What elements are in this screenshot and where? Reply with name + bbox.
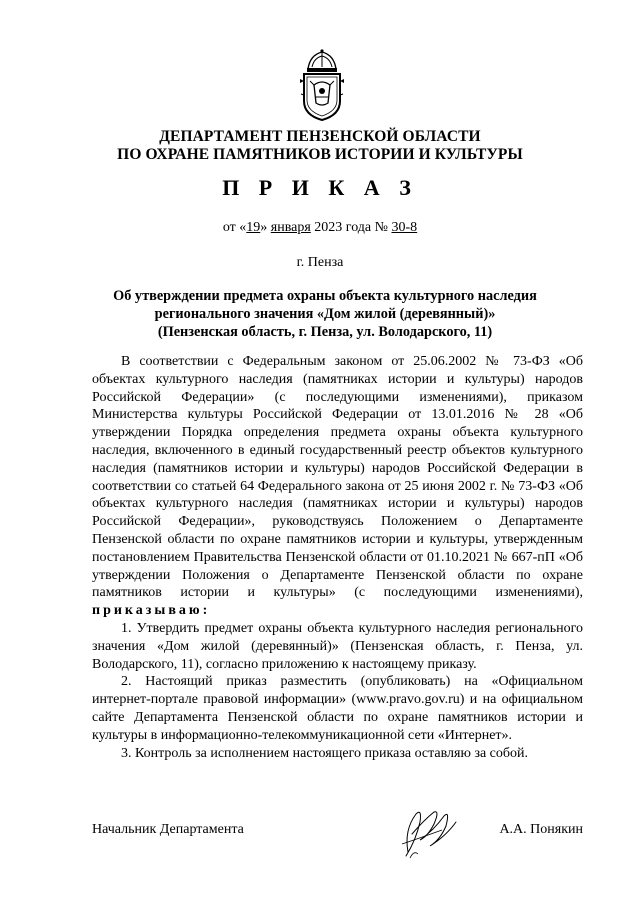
item-1-paragraph: 1. Утвердить предмет охраны объекта культурного наследия регионального значения «Дом жилой (деревянный)» (Пензенская область, г. Пенза, ул. Володарского, 11), согласно приложению к настоящему приказу. — [92, 620, 583, 672]
document-type-heading: П Р И К А З — [222, 175, 418, 200]
order-title-line-3: (Пензенская область, г. Пенза, ул. Володарского, 11) — [157, 324, 493, 340]
item-2-paragraph: 2. Настоящий приказ разместить (опубликовать) на «Официальном интернет-портале правовой информации» (www.pravo.gov.ru) и на официальном сайте Департамента Пензенской области по охране памятников истории и культуры в информационно-телекоммуникационной сети «Интернет». — [92, 674, 583, 743]
order-title — [80, 287, 570, 341]
preamble-text: В соответствии с Федеральным законом от 25.06.2002 № 73-ФЗ «Об объектах культурного наследия (памятниках истории и культуры) народов Российской Федерации» (с последующими изменениями), приказом Министерства культуры Российской Федерации от 13.01.2016 № 28 «Об утверждении Порядка определения предмета охраны объекта культурного наследия, включенного в единый государственный реестр объектов культурного наследия (памятников истории и культуры) народов Российской Федерации в соответствии со статьей 64 Федерального закона от 25 июня 2002 г. № 73-ФЗ «Об объектах культурного наследия (памятниках истории и культуры) народов Российской Федерации», руководствуясь Положением о Департаменте Пензенской области по охране памятников истории и культуры, утвержденным постановлением Правительства Пензенской области от 01.10.2021 № 667-пП «Об утверждении Положения о Департаменте Пензенской области по охране памятников истории и культуры» (с последующими изменениями), — [92, 354, 583, 601]
date-prefix: от « — [222, 220, 247, 235]
date-mid: » — [260, 220, 268, 235]
date-day: 19 — [246, 220, 261, 235]
coat-of-arms-emblem — [298, 49, 346, 123]
signatory-name: А.А. Понякин — [499, 822, 583, 837]
prikazyvayu-word: приказываю: — [92, 603, 211, 619]
date-number-line — [0, 220, 640, 236]
handwritten-signature — [390, 800, 470, 862]
date-month: января — [270, 220, 311, 235]
order-body — [92, 353, 583, 762]
date-year: 2023 года № — [314, 220, 388, 235]
department-name — [60, 128, 580, 164]
department-line-2: ПО ОХРАНЕ ПАМЯТНИКОВ ИСТОРИИ И КУЛЬТУРЫ — [117, 146, 523, 163]
order-title-line-1: Об утверждении предмета охраны объекта культурного наследия — [113, 288, 537, 304]
preamble-paragraph — [92, 353, 583, 620]
city: г. Пенза — [296, 255, 344, 270]
order-number: 30-8 — [391, 220, 418, 235]
order-title-line-2: регионального значения «Дом жилой (деревянный)» — [154, 306, 496, 322]
item-3-paragraph: 3. Контроль за исполнением настоящего приказа оставляю за собой. — [121, 745, 529, 761]
department-line-1: ДЕПАРТАМЕНТ ПЕНЗЕНСКОЙ ОБЛАСТИ — [159, 128, 481, 145]
signatory-position: Начальник Департамента — [92, 822, 244, 837]
